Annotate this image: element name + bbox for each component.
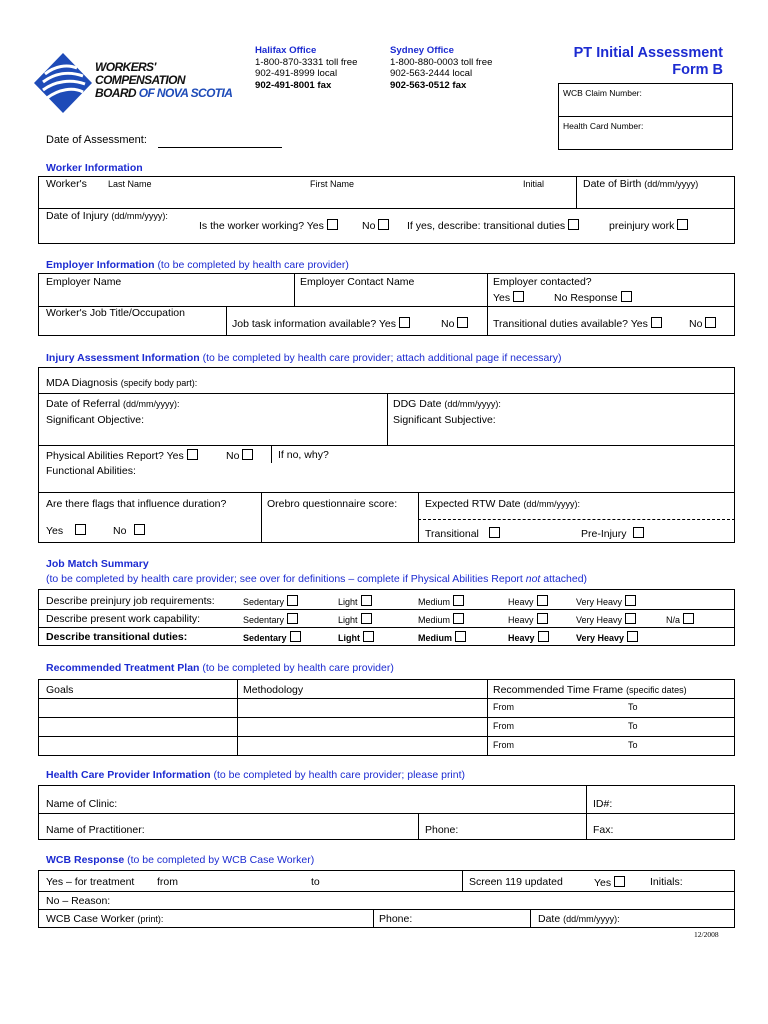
working-no-label: No xyxy=(362,220,376,232)
employer-contact-label: Employer Contact Name xyxy=(300,276,415,288)
wcb-phone-label: Phone: xyxy=(379,913,413,925)
jobmatch-row-preinjury: Describe preinjury job requirements: xyxy=(46,595,215,607)
to-label-1: To xyxy=(628,702,638,712)
row2-medium-label: Medium xyxy=(418,615,451,625)
transitional-yes-checkbox[interactable] xyxy=(651,317,662,328)
dob-format: (dd/mm/yyyy) xyxy=(644,179,699,189)
worker-section-heading: Worker Information xyxy=(46,162,143,174)
initial-label: Initial xyxy=(523,179,545,189)
sydney-tollfree: 1-800-880-0003 toll free xyxy=(390,56,493,68)
employer-name-label: Employer Name xyxy=(46,276,122,288)
row3-medium-checkbox[interactable] xyxy=(455,631,466,642)
from-label-3: From xyxy=(493,740,514,750)
treatment-section-note: (to be completed by health care provider) xyxy=(202,662,394,674)
timeframe-header: Recommended Time Frame xyxy=(493,684,624,696)
par-label: Physical Abilities Report? Yes xyxy=(46,450,184,462)
ddg-format: (dd/mm/yyyy): xyxy=(444,399,501,409)
working-no-checkbox[interactable] xyxy=(378,219,389,230)
flags-label: Are there flags that influence duration? xyxy=(46,498,227,510)
rtw-format: (dd/mm/yyyy): xyxy=(523,499,580,509)
transitional-available-label: Transitional duties available? Yes xyxy=(493,318,648,330)
doi-label: Date of Injury xyxy=(46,210,109,222)
from-label-2: From xyxy=(493,721,514,731)
methodology-header: Methodology xyxy=(243,684,304,696)
form-revision-date: 12/2008 xyxy=(694,930,719,939)
halifax-tollfree: 1-800-870-3331 toll free xyxy=(255,56,358,68)
rtw-transitional-label: Transitional xyxy=(425,528,479,540)
to-label-3: To xyxy=(628,740,638,750)
row1-very-heavy-label: Very Heavy xyxy=(576,597,623,607)
row2-heavy-label: Heavy xyxy=(508,615,534,625)
provider-phone-label: Phone: xyxy=(425,824,459,836)
no-response-checkbox[interactable] xyxy=(621,291,632,302)
jobmatch-note: (to be completed by health care provider; see over for definitions – complete if Physical Abilities Report not attached) xyxy=(46,573,588,585)
employer-section-heading: Employer Information xyxy=(46,259,155,271)
dob-label: Date of Birth xyxy=(583,178,642,190)
par-yes-checkbox[interactable] xyxy=(187,449,198,460)
practitioner-label: Name of Practitioner: xyxy=(46,824,145,836)
row3-heavy-label: Heavy xyxy=(508,633,535,643)
referral-format: (dd/mm/yyyy): xyxy=(123,399,180,409)
wcb-to-label: to xyxy=(311,876,320,888)
logo-line-2: COMPENSATION xyxy=(95,73,185,87)
initials-label: Initials: xyxy=(650,876,683,888)
contacted-yes-checkbox[interactable] xyxy=(513,291,524,302)
logo-mark-icon xyxy=(33,52,93,114)
logo-line-3a: BOARD xyxy=(95,86,136,100)
health-card-label: Health Card Number: xyxy=(563,121,644,131)
row1-medium-checkbox[interactable] xyxy=(453,595,464,606)
row2-na-checkbox[interactable] xyxy=(683,613,694,624)
row1-sedentary-label: Sedentary xyxy=(243,597,285,607)
job-task-no-label: No xyxy=(441,318,455,330)
screen-yes-label: Yes xyxy=(594,877,612,889)
referral-label: Date of Referral xyxy=(46,398,121,410)
last-name-label: Last Name xyxy=(108,179,152,189)
row3-light-label: Light xyxy=(338,633,360,643)
wcb-date-format: (dd/mm/yyyy): xyxy=(563,914,620,924)
halifax-title: Halifax Office xyxy=(255,45,317,56)
flags-no-checkbox[interactable] xyxy=(134,524,145,535)
functional-label: Functional Abilities: xyxy=(46,465,136,477)
from-label-1: From xyxy=(493,702,514,712)
job-task-label: Job task information available? Yes xyxy=(232,318,397,330)
goals-header: Goals xyxy=(46,684,74,696)
orebro-label: Orebro questionnaire score: xyxy=(267,498,398,510)
injury-section-note: (to be completed by health care provider; attach additional page if necessary) xyxy=(202,352,562,364)
row2-na-label: N/a xyxy=(666,615,681,625)
rtw-label: Expected RTW Date xyxy=(425,498,521,510)
if-no-label: If no, why? xyxy=(278,449,329,461)
row1-heavy-label: Heavy xyxy=(508,597,534,607)
job-task-no-checkbox[interactable] xyxy=(457,317,468,328)
wcb-from-label: from xyxy=(157,876,178,888)
row3-sedentary-checkbox[interactable] xyxy=(290,631,301,642)
wcb-section-heading: WCB Response xyxy=(46,854,125,866)
wcb-section-note: (to be completed by WCB Case Worker) xyxy=(127,854,315,866)
transitional-no-checkbox[interactable] xyxy=(705,317,716,328)
clinic-label: Name of Clinic: xyxy=(46,798,118,810)
row2-light-checkbox[interactable] xyxy=(361,613,372,624)
working-yes-checkbox[interactable] xyxy=(327,219,338,230)
flags-yes-checkbox[interactable] xyxy=(75,524,86,535)
row3-light-checkbox[interactable] xyxy=(363,631,374,642)
claim-label: WCB Claim Number: xyxy=(563,88,642,98)
halifax-local: 902-491-8999 local xyxy=(255,68,338,79)
jobmatch-section-heading: Job Match Summary xyxy=(46,558,149,570)
doi-format: (dd/mm/yyyy): xyxy=(111,211,168,221)
employer-section-note: (to be completed by health care provider) xyxy=(157,259,349,271)
subjective-label: Significant Subjective: xyxy=(393,414,496,426)
treatment-section-heading: Recommended Treatment Plan xyxy=(46,662,200,674)
halifax-office xyxy=(255,45,357,91)
timeframe-note: (specific dates) xyxy=(626,685,687,695)
row1-light-label: Light xyxy=(338,597,358,607)
jobmatch-row-transitional: Describe transitional duties: xyxy=(46,631,188,643)
row1-sedentary-checkbox[interactable] xyxy=(287,595,298,606)
jobmatch-row-present: Describe present work capability: xyxy=(46,613,201,625)
case-worker-label: WCB Case Worker xyxy=(46,913,135,925)
mda-label: MDA Diagnosis xyxy=(46,377,118,389)
sydney-office xyxy=(390,45,492,91)
provider-fax-label: Fax: xyxy=(593,824,614,836)
transitional-no-label: No xyxy=(689,318,703,330)
rtw-transitional-checkbox[interactable] xyxy=(489,527,500,538)
par-no-checkbox[interactable] xyxy=(242,449,253,460)
job-task-yes-checkbox[interactable] xyxy=(399,317,410,328)
flags-no-label: No xyxy=(113,525,127,537)
provider-id-label: ID#: xyxy=(593,798,613,810)
to-label-2: To xyxy=(628,721,638,731)
row2-very-heavy-label: Very Heavy xyxy=(576,615,623,625)
date-of-assessment-label: Date of Assessment: xyxy=(46,134,147,146)
mda-note: (specify body part): xyxy=(120,378,198,388)
provider-section-heading: Health Care Provider Information xyxy=(46,769,211,781)
row3-medium-label: Medium xyxy=(418,633,453,643)
form-subtitle: Form B xyxy=(672,62,723,78)
if-yes-label: If yes, describe: transitional duties xyxy=(407,220,566,232)
row1-very-heavy-checkbox[interactable] xyxy=(625,595,636,606)
health-card-number-field[interactable] xyxy=(558,116,733,150)
job-title-label: Worker's Job Title/Occupation xyxy=(46,307,185,319)
row3-heavy-checkbox[interactable] xyxy=(538,631,549,642)
sydney-local: 902-563-2444 local xyxy=(390,68,473,79)
row1-light-checkbox[interactable] xyxy=(361,595,372,606)
row1-medium-label: Medium xyxy=(418,597,451,607)
sydney-fax: 902-563-0512 fax xyxy=(390,79,467,91)
date-of-assessment-field[interactable] xyxy=(158,147,282,148)
employer-contacted-label: Employer contacted? xyxy=(493,276,592,288)
workers-label: Worker's xyxy=(46,178,87,190)
logo-line-1: WORKERS' xyxy=(95,60,156,74)
row2-very-heavy-checkbox[interactable] xyxy=(625,613,636,624)
row1-heavy-checkbox[interactable] xyxy=(537,595,548,606)
yes-treatment-label: Yes – for treatment xyxy=(46,876,135,888)
provider-section-note: (to be completed by health care provider; please print) xyxy=(213,769,466,781)
row2-sedentary-label: Sedentary xyxy=(243,615,285,625)
rtw-preinjury-checkbox[interactable] xyxy=(633,527,644,538)
wcb-logo xyxy=(33,52,233,116)
no-reason-label: No – Reason: xyxy=(46,895,111,907)
ddg-label: DDG Date xyxy=(393,398,442,410)
wcb-date-label: Date xyxy=(538,913,561,925)
row3-very-heavy-label: Very Heavy xyxy=(576,633,625,643)
row3-very-heavy-checkbox[interactable] xyxy=(627,631,638,642)
form-title: PT Initial Assessment xyxy=(573,45,723,61)
halifax-fax: 902-491-8001 fax xyxy=(255,79,332,91)
preinjury-work-checkbox[interactable] xyxy=(677,219,688,230)
preinjury-work-label: preinjury work xyxy=(609,220,675,232)
row2-medium-checkbox[interactable] xyxy=(453,613,464,624)
wcb-claim-number-field[interactable] xyxy=(558,83,733,117)
screen-yes-checkbox[interactable] xyxy=(614,876,625,887)
working-label: Is the worker working? Yes xyxy=(199,220,324,232)
objective-label: Significant Objective: xyxy=(46,414,145,426)
par-no-label: No xyxy=(226,450,240,462)
sydney-title: Sydney Office xyxy=(390,45,454,56)
no-response-label: No Response xyxy=(554,292,618,304)
contacted-yes-label: Yes xyxy=(493,292,511,304)
flags-yes-label: Yes xyxy=(46,525,64,537)
screen-119-label: Screen 119 updated xyxy=(469,876,563,888)
logo-line-3b: OF NOVA SCOTIA xyxy=(138,86,233,100)
row3-sedentary-label: Sedentary xyxy=(243,633,287,643)
first-name-label: First Name xyxy=(310,179,355,189)
injury-section-heading: Injury Assessment Information xyxy=(46,352,200,364)
row2-heavy-checkbox[interactable] xyxy=(537,613,548,624)
rtw-preinjury-label: Pre-Injury xyxy=(581,528,627,540)
case-worker-print: (print): xyxy=(137,914,164,924)
form-title-block xyxy=(574,45,723,79)
row2-light-label: Light xyxy=(338,615,358,625)
transitional-duties-checkbox[interactable] xyxy=(568,219,579,230)
row2-sedentary-checkbox[interactable] xyxy=(287,613,298,624)
